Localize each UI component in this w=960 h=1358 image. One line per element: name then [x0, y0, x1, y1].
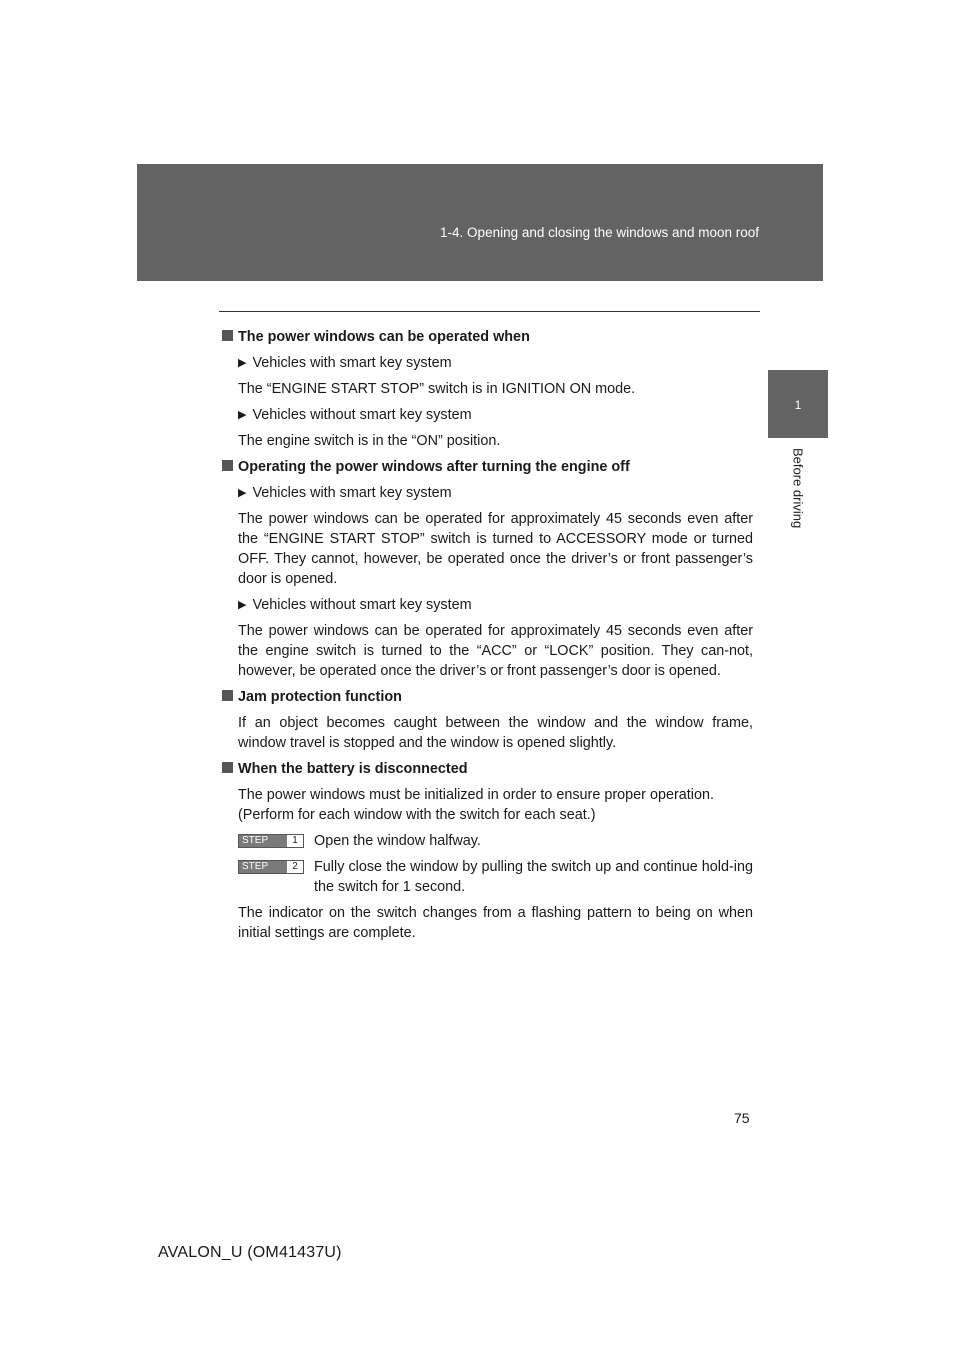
- paragraph: The “ENGINE START STOP” switch is in IGNITION ON mode.: [238, 381, 636, 397]
- triangle-right-icon: ▶: [238, 487, 247, 499]
- section-heading: When the battery is disconnected: [222, 759, 753, 779]
- square-bullet-icon: [222, 330, 233, 341]
- section-heading: Jam protection function: [222, 687, 753, 707]
- document-code: AVALON_U (OM41437U): [158, 1244, 342, 1261]
- paragraph: The power windows can be operated for approximately 45 seconds even after the engine switch is turned to the “ACC” or “LOCK” position. They can-not, however, be operated once the driver’s or front passenger’s door is opened.: [238, 623, 753, 679]
- step-item: [222, 857, 753, 897]
- paragraph: The power windows must be initialized in order to ensure proper operation.: [238, 787, 714, 803]
- variant-label: ▶ Vehicles with smart key system: [238, 355, 452, 371]
- square-bullet-icon: [222, 762, 233, 773]
- step-text: Open the window halfway.: [314, 833, 481, 849]
- paragraph: (Perform for each window with the switch for each seat.): [238, 807, 596, 823]
- section-heading: Operating the power windows after turning the engine off: [222, 457, 753, 477]
- paragraph: The indicator on the switch changes from a flashing pattern to being on when initial settings are complete.: [238, 905, 753, 941]
- variant-label: ▶ Vehicles without smart key system: [238, 407, 472, 423]
- section-heading: The power windows can be operated when: [222, 327, 753, 347]
- step-badge: STEP 1: [238, 834, 304, 848]
- header-band: [137, 164, 823, 281]
- step-item: [222, 831, 753, 851]
- triangle-right-icon: ▶: [238, 409, 247, 421]
- section-title: 1-4. Opening and closing the windows and moon roof: [440, 225, 759, 240]
- step-badge: STEP 2: [238, 860, 304, 874]
- triangle-right-icon: ▶: [238, 357, 247, 369]
- variant-label: ▶ Vehicles without smart key system: [238, 597, 472, 613]
- paragraph: The power windows can be operated for approximately 45 seconds even after the “ENGINE START STOP” switch is turned to ACCESSORY mode or turned OFF. They cannot, however, be operated once the driver’s or front passenger’s door is opened.: [238, 511, 753, 587]
- step-text: Fully close the window by pulling the switch up and continue hold-ing the switch for 1 second.: [314, 859, 753, 895]
- page-content: [222, 327, 753, 943]
- top-divider: [219, 311, 760, 312]
- variant-label: ▶ Vehicles with smart key system: [238, 485, 452, 501]
- square-bullet-icon: [222, 690, 233, 701]
- page-number: 75: [734, 1110, 750, 1126]
- paragraph: If an object becomes caught between the window and the window frame, window travel is stopped and the window is opened slightly.: [238, 715, 753, 751]
- chapter-tab[interactable]: [768, 370, 828, 438]
- chapter-number: 1: [794, 398, 802, 412]
- paragraph: The engine switch is in the “ON” position.: [238, 433, 501, 449]
- chapter-label: Before driving: [790, 448, 806, 529]
- triangle-right-icon: ▶: [238, 599, 247, 611]
- square-bullet-icon: [222, 460, 233, 471]
